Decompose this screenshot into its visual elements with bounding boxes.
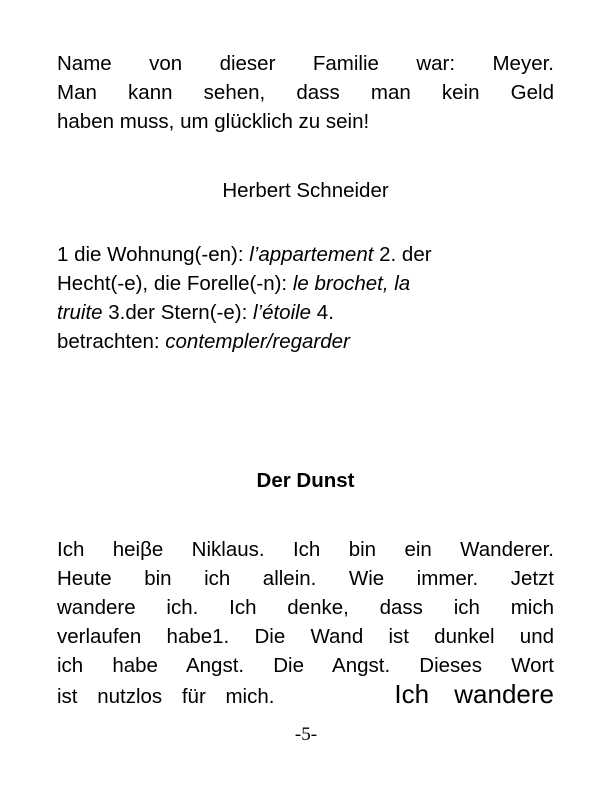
glossary-term: betrachten: [57, 330, 166, 353]
text-line: Man kann sehen, dass man kein Geld [57, 81, 554, 104]
story-paragraph [57, 535, 554, 709]
glossary-line [57, 298, 554, 327]
paragraph-intro [57, 49, 554, 136]
glossary-translation: l’étoile [252, 301, 312, 324]
text-line: verlaufen habe1. Die Wand ist dunkel und [57, 625, 554, 648]
page-number: -5- [294, 724, 318, 745]
glossary-translation: l’appartement [249, 243, 374, 266]
story-heading [57, 466, 554, 495]
glossary-term: 2. der [373, 243, 432, 266]
story-title: Der Dunst [256, 469, 355, 492]
author-name: Herbert Schneider [222, 179, 389, 202]
text-fragment: ist nutzlos für mich. [57, 685, 275, 708]
glossary-term: 3.der Stern(-e): [102, 301, 253, 324]
text-line: Heute bin ich allein. Wie immer. Jetzt [57, 567, 554, 590]
text-line: wandere ich. Ich denke, dass ich mich [57, 596, 554, 619]
glossary [57, 240, 554, 356]
glossary-term: 4. [311, 301, 334, 324]
text-line: ich habe Angst. Die Angst. Dieses Wort [57, 654, 554, 677]
glossary-translation: le brochet, la [292, 272, 411, 295]
text-line-last [57, 680, 554, 709]
text-fragment-large: Ich wandere [394, 679, 554, 709]
author-line [57, 176, 554, 205]
glossary-term: 1 die Wohnung(-en): [57, 243, 250, 266]
glossary-line [57, 327, 554, 356]
text-line: haben muss, um glücklich zu sein! [57, 110, 370, 133]
glossary-term: Hecht(-e), die Forelle(-n): [57, 272, 293, 295]
glossary-translation: contempler/regarder [165, 330, 350, 353]
text-line: Name von dieser Familie war: Meyer. [57, 52, 554, 75]
glossary-line [57, 269, 554, 298]
text-line: Ich heiβe Niklaus. Ich bin ein Wanderer. [57, 538, 554, 561]
glossary-line [57, 240, 554, 269]
glossary-translation: truite [57, 301, 103, 324]
